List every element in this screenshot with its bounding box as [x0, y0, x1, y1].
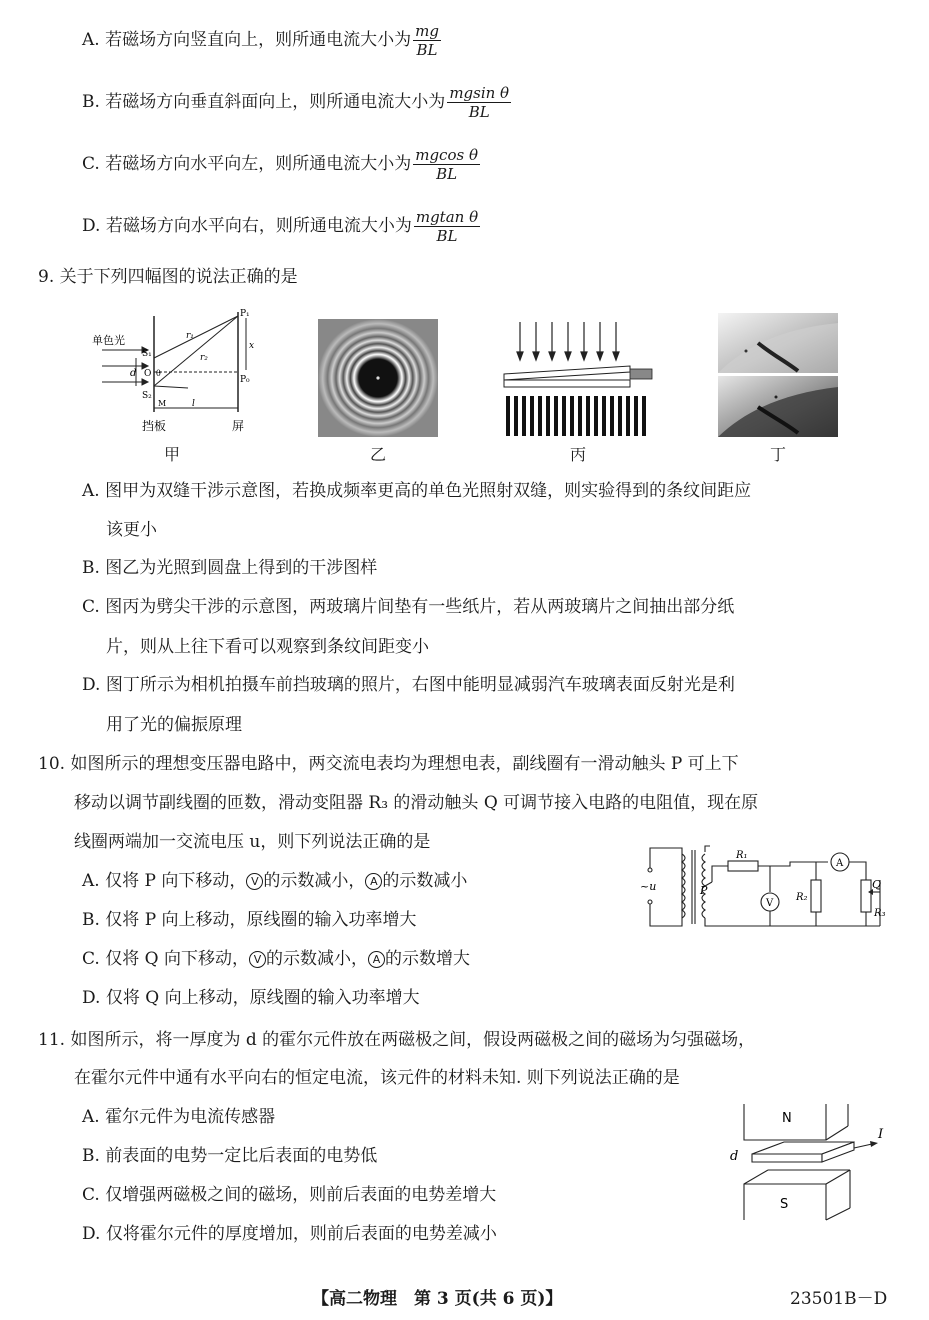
fringe-stripe	[642, 396, 646, 436]
q9-option-c-line2: 片，则从上往下看可以观察到条纹间距变小	[106, 637, 429, 657]
label-o: O	[144, 369, 152, 379]
q10-option-c-mid: 的示数减小，	[265, 949, 368, 969]
q10-option-a-post: 的示数减小	[382, 871, 468, 891]
label-d: d	[130, 368, 137, 379]
q10-option-b: B. 仅将 P 向上移动，原线圈的输入功率增大	[82, 910, 417, 930]
ammeter-symbol: A	[368, 951, 385, 968]
caption-fig-bing: 丙	[569, 445, 586, 464]
fraction	[447, 84, 511, 121]
fraction-denominator: BL	[416, 41, 438, 59]
fringe-stripe	[602, 396, 606, 436]
label-r2: R₂	[796, 892, 808, 903]
fraction-numerator: mgcos θ	[415, 146, 478, 164]
q10-stem-line2: 移动以调节副线圈的匝数，滑动变阻器 R₃ 的滑动触头 Q 可调节接入电路的电阻值，现在原	[74, 793, 759, 813]
fringe-stripe	[586, 396, 590, 436]
fraction	[413, 146, 480, 183]
q9-option-a-line2: 该更小	[106, 520, 157, 540]
fringe-stripe	[570, 396, 574, 436]
label-p1: P₁	[240, 309, 250, 319]
fringe-stripe	[538, 396, 542, 436]
q10-option-a-pre: A. 仅将 P 向下移动，	[82, 871, 247, 891]
hall-element-diagram	[722, 1104, 890, 1222]
label-theta: θ	[156, 369, 161, 378]
label-l: l	[192, 399, 195, 409]
caption-fig-ding: 丁	[769, 445, 786, 464]
fringe-stripe	[610, 396, 614, 436]
fringe-stripe	[618, 396, 622, 436]
q8-option-a	[82, 22, 441, 59]
q8-option-d-text: D. 若磁场方向水平向右，则所通电流大小为	[82, 216, 412, 236]
q10-option-c	[82, 948, 470, 970]
q8-option-b-text: B. 若磁场方向垂直斜面向上，则所通电流大小为	[82, 92, 446, 112]
q9-option-c-line1: C. 图丙为劈尖干涉的示意图，两玻璃片间垫有一些纸片，若从两玻璃片之间抽出部分纸	[82, 597, 735, 617]
fringe-stripe	[578, 396, 582, 436]
voltmeter-symbol: V	[246, 873, 263, 890]
transformer-circuit-diagram	[640, 840, 892, 932]
ammeter-symbol: A	[365, 873, 382, 890]
fringe-stripe	[554, 396, 558, 436]
q8-option-c-text: C. 若磁场方向水平向左，则所通电流大小为	[82, 154, 412, 174]
fraction-denominator: BL	[468, 103, 490, 121]
q11-stem-line1: 11. 如图所示，将一厚度为 d 的霍尔元件放在两磁极之间，假设两磁极之间的磁场为匀强磁场，	[38, 1030, 756, 1050]
label-s1: S₁	[142, 349, 152, 359]
label-monochromatic-light: 单色光	[92, 334, 125, 347]
fraction-denominator: BL	[436, 227, 458, 245]
fringe-stripe	[546, 396, 550, 436]
fringe-stripe	[514, 396, 518, 436]
q11-option-b: B. 前表面的电势一定比后表面的电势低	[82, 1146, 378, 1166]
fraction-numerator: mgtan θ	[415, 208, 479, 226]
q11-option-a: A. 霍尔元件为电流传感器	[82, 1107, 276, 1127]
q9-stem: 9. 关于下列四幅图的说法正确的是	[38, 267, 298, 287]
q10-option-c-post: 的示数增大	[384, 949, 470, 969]
caption-fig-yi: 乙	[369, 445, 386, 464]
label-r3: R₃	[874, 908, 886, 919]
fringe-stripe	[562, 396, 566, 436]
windshield-photos-image	[718, 313, 838, 437]
label-current-i: I	[878, 1127, 884, 1142]
wedge-interference-diagram	[500, 322, 656, 437]
voltmeter-label: V	[766, 898, 774, 909]
q10-option-c-pre: C. 仅将 Q 向下移动，	[82, 949, 249, 969]
q9-option-d-line1: D. 图丁所示为相机拍摄车前挡玻璃的照片，右图中能明显减弱汽车玻璃表面反射光是利	[82, 675, 735, 695]
label-baffle: 挡板	[142, 419, 167, 433]
fraction-numerator: mg	[415, 22, 439, 40]
q10-option-a-mid: 的示数减小，	[263, 871, 366, 891]
q11-option-d: D. 仅将霍尔元件的厚度增加，则前后表面的电势差减小	[82, 1224, 497, 1244]
double-slit-diagram	[88, 308, 260, 438]
fringe-stripe	[530, 396, 534, 436]
q10-stem-line3: 线圈两端加一交流电压 u，则下列说法正确的是	[74, 832, 431, 852]
paper-code: 23501B－D	[790, 1289, 888, 1309]
q8-option-d	[82, 208, 480, 245]
fraction	[413, 22, 441, 59]
caption-fig-jia: 甲	[163, 445, 180, 464]
q9-option-a-line1: A. 图甲为双缝干涉示意图，若换成频率更高的单色光照射双缝，则实验得到的条纹间距应	[82, 481, 752, 501]
label-r2: r₂	[200, 353, 208, 363]
label-x: x	[249, 341, 255, 351]
label-s2: S₂	[142, 391, 152, 401]
label-south-pole: S	[780, 1197, 789, 1212]
fraction-denominator: BL	[436, 165, 458, 183]
q9-option-b: B. 图乙为光照到圆盘上得到的干涉图样	[82, 558, 378, 578]
label-screen: 屏	[232, 419, 245, 433]
fringe-stripe	[522, 396, 526, 436]
label-north-pole: N	[782, 1111, 792, 1126]
label-m: M	[158, 399, 167, 408]
label-r1: r₁	[186, 331, 194, 341]
label-r1: R₁	[736, 850, 748, 861]
q8-option-a-text: A. 若磁场方向竖直向上，则所通电流大小为	[82, 30, 412, 50]
q10-stem-line1: 10. 如图所示的理想变压器电路中，两交流电表均为理想电表，副线圈有一滑动触头 P 可上下	[38, 754, 739, 774]
fringe-stripe	[626, 396, 630, 436]
page-footer-title: 【高二物理 第 3 页(共 6 页)】	[312, 1289, 563, 1309]
q11-option-c: C. 仅增强两磁极之间的磁场，则前后表面的电势差增大	[82, 1185, 497, 1205]
label-p: P	[700, 884, 708, 897]
fringe-stripe	[506, 396, 510, 436]
label-p0: P₀	[240, 375, 250, 385]
ammeter-label: A	[836, 858, 844, 869]
fraction	[414, 208, 480, 245]
q11-stem-line2: 在霍尔元件中通有水平向右的恒定电流，该元件的材料未知. 则下列说法正确的是	[74, 1068, 680, 1088]
fraction-numerator: mgsin θ	[449, 84, 510, 102]
poisson-spot-pattern-image	[318, 319, 438, 437]
fringe-stripe	[634, 396, 638, 436]
q10-option-a	[82, 870, 467, 892]
fringe-stripe	[594, 396, 598, 436]
label-thickness-d: d	[730, 1149, 739, 1164]
label-q: Q	[872, 878, 882, 891]
q8-option-c	[82, 146, 480, 183]
voltmeter-symbol: V	[249, 951, 266, 968]
q9-option-d-line2: 用了光的偏振原理	[106, 715, 242, 735]
q8-option-b	[82, 84, 511, 121]
q10-option-d: D. 仅将 Q 向上移动，原线圈的输入功率增大	[82, 988, 420, 1008]
label-voltage-u: ~u	[640, 880, 657, 893]
